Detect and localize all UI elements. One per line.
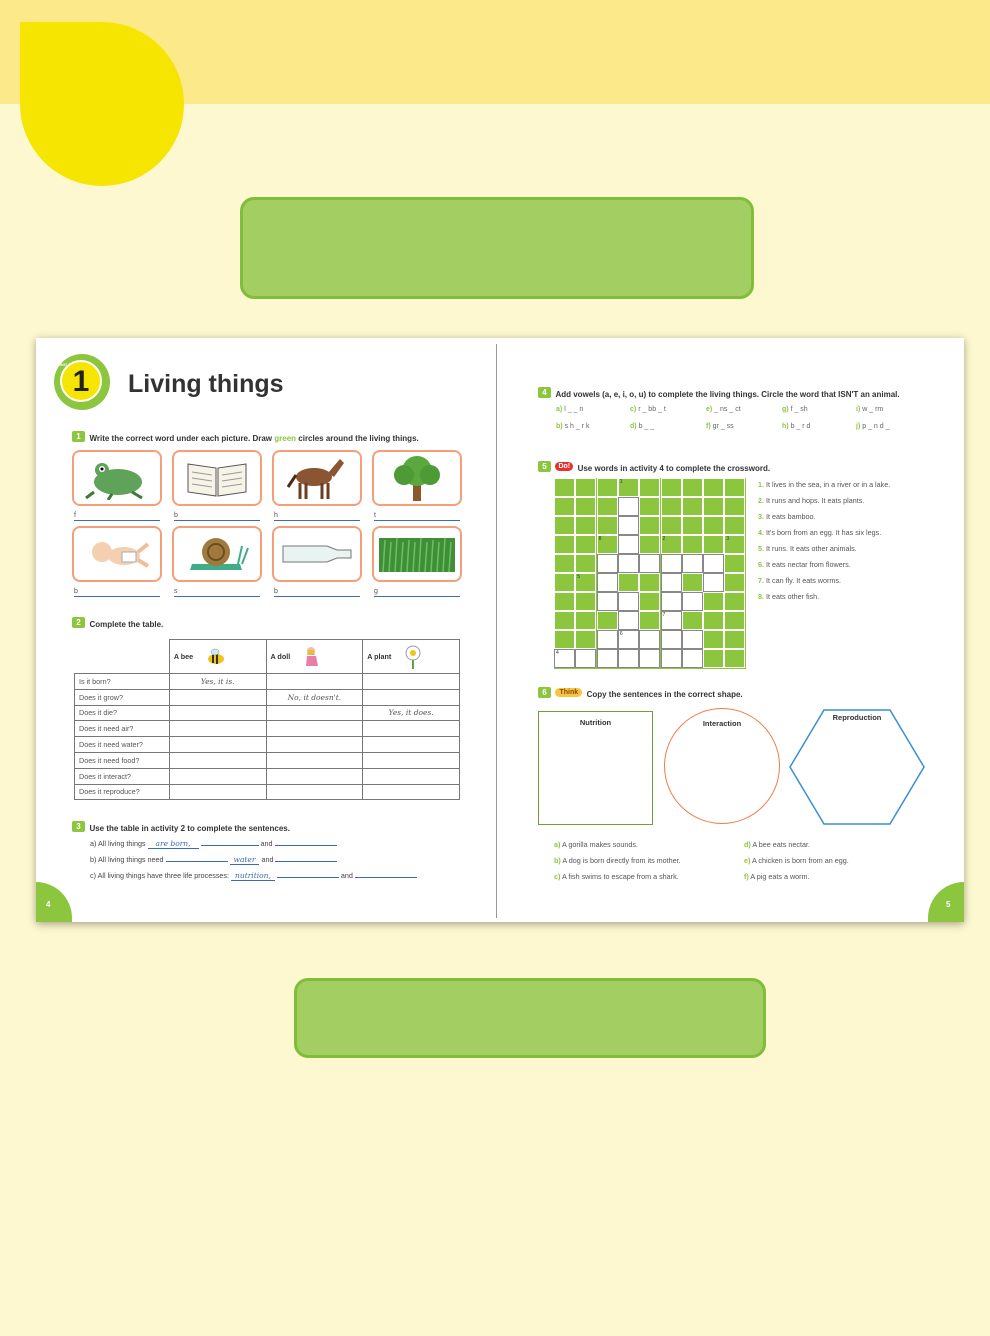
vowel-h-word: b _ r d xyxy=(790,423,811,430)
crossword-clue-number: 6 xyxy=(619,631,623,637)
crossword-square[interactable] xyxy=(597,649,618,668)
header-bee: A bee xyxy=(173,651,194,661)
activity3-instruction: Use the table in activity 2 to complete the sentences. xyxy=(89,824,290,833)
activity2-header xyxy=(72,614,163,632)
row6-doll[interactable] xyxy=(266,752,363,768)
statement-d-letter: d) xyxy=(744,840,751,849)
vowel-h[interactable] xyxy=(782,423,810,430)
activity5-number: 5 xyxy=(538,461,551,472)
crossword-block xyxy=(703,478,724,497)
crossword-block xyxy=(639,535,660,554)
activity1-instruction-green: green xyxy=(274,434,297,443)
vowel-j[interactable] xyxy=(856,423,889,430)
vowel-a-letter: a) xyxy=(556,406,563,413)
vowel-i-letter: i) xyxy=(856,406,861,413)
activity3-number: 3 xyxy=(72,821,85,832)
row-q-7: Does it interact? xyxy=(75,768,170,784)
sentence-c-answer[interactable]: nutrition, xyxy=(231,871,275,881)
crossword-block xyxy=(575,630,596,649)
crossword-square[interactable] xyxy=(618,592,639,611)
clue-7 xyxy=(758,576,841,585)
row7-plant[interactable] xyxy=(363,768,460,784)
crossword-block xyxy=(639,611,660,630)
row5-plant[interactable] xyxy=(363,737,460,753)
answer-line-4[interactable]: t xyxy=(374,511,460,521)
crossword-clue-number: 8 xyxy=(598,536,602,542)
crossword-block xyxy=(724,516,745,535)
clue-4 xyxy=(758,528,881,537)
crossword-square[interactable] xyxy=(618,649,639,668)
vowel-e-word: _ ns _ ct xyxy=(714,406,741,413)
crossword-block xyxy=(575,516,596,535)
clue-1-text: It lives in the sea, in a river or in a lake. xyxy=(766,480,891,489)
crossword-square[interactable] xyxy=(661,573,682,592)
activity4-number: 4 xyxy=(538,387,551,398)
crossword-block xyxy=(575,611,596,630)
page-number-right: 5 xyxy=(946,900,951,909)
crossword-block xyxy=(597,611,618,630)
snail-icon xyxy=(182,532,252,576)
vowel-b-word: s h _ r k xyxy=(564,423,590,430)
crossword-square[interactable] xyxy=(682,554,703,573)
crossword-block xyxy=(661,497,682,516)
row1-plant[interactable] xyxy=(363,674,460,690)
activity5-instruction: Use words in activity 4 to complete the crossword. xyxy=(577,464,771,473)
crossword-block xyxy=(554,611,575,630)
picture-baby xyxy=(72,526,162,582)
clue-3-num: 3. xyxy=(758,512,764,521)
sentence-a-blank-1[interactable] xyxy=(201,845,259,846)
row-q-4: Does it need air? xyxy=(75,721,170,737)
sentence-a xyxy=(90,839,337,848)
crossword-block xyxy=(682,573,703,592)
clue-3-text: It eats bamboo. xyxy=(766,512,816,521)
clue-6 xyxy=(758,560,851,569)
flower-icon xyxy=(403,645,423,669)
row3-bee[interactable] xyxy=(169,705,266,721)
vowel-f-letter: f) xyxy=(706,423,711,430)
horse-icon xyxy=(282,453,352,503)
header-plant: A plant xyxy=(367,651,392,661)
vowel-j-letter: j) xyxy=(856,423,861,430)
clue-5 xyxy=(758,544,857,553)
statement-e xyxy=(744,856,849,865)
interaction-circle[interactable] xyxy=(664,708,780,824)
vowel-b-letter: b) xyxy=(556,423,563,430)
crossword-square[interactable] xyxy=(682,592,703,611)
crossword-block xyxy=(703,535,724,554)
crossword-block xyxy=(554,478,575,497)
bee-icon xyxy=(205,647,227,667)
think-badge: Think xyxy=(555,688,582,697)
clue-7-num: 7. xyxy=(758,576,764,585)
answer-line-7[interactable]: b xyxy=(274,587,360,597)
page-number-left: 4 xyxy=(46,900,51,909)
row4-plant[interactable] xyxy=(363,721,460,737)
crossword-block xyxy=(554,497,575,516)
interaction-label: Interaction xyxy=(702,719,742,728)
living-things-table xyxy=(74,639,460,800)
crossword-square[interactable] xyxy=(661,592,682,611)
header-doll: A doll xyxy=(270,651,291,661)
baby-icon xyxy=(82,532,152,576)
crossword-square[interactable] xyxy=(661,554,682,573)
clue-4-text: It's born from an egg. It has six legs. xyxy=(766,528,882,537)
crossword-block xyxy=(554,516,575,535)
clue-2-text: It runs and hops. It eats plants. xyxy=(766,496,865,505)
activity1-header xyxy=(72,428,419,446)
clue-3 xyxy=(758,512,816,521)
crossword-clue-number: 7 xyxy=(662,612,666,618)
answer-line-1[interactable]: f xyxy=(74,511,160,521)
statement-e-text: A chicken is born from an egg. xyxy=(752,856,849,865)
vowel-i-word: w _ rm xyxy=(862,406,884,413)
vowel-d[interactable] xyxy=(630,423,654,430)
crossword-square[interactable] xyxy=(703,573,724,592)
workbook-spread xyxy=(36,338,964,922)
crossword-block xyxy=(639,497,660,516)
vowel-g-word: f _ sh xyxy=(790,406,808,413)
crossword-square[interactable] xyxy=(618,516,639,535)
answer-line-6[interactable]: s xyxy=(174,587,260,597)
vowel-g-letter: g) xyxy=(782,406,789,413)
crossword-block xyxy=(703,592,724,611)
vowel-d-word: b _ _ xyxy=(638,423,655,430)
vowel-c-word: r _ bb _ t xyxy=(638,406,666,413)
clue-8-num: 8. xyxy=(758,592,764,601)
crossword-block xyxy=(724,592,745,611)
crossword-block xyxy=(724,611,745,630)
row-q-8: Does it reproduce? xyxy=(75,784,170,800)
statement-c-letter: c) xyxy=(554,872,561,881)
row-q-3: Does it die? xyxy=(75,705,170,721)
crossword-block xyxy=(661,535,682,554)
crossword-block xyxy=(703,611,724,630)
vowel-a[interactable] xyxy=(556,406,583,413)
sentence-a-start: a) All living things xyxy=(90,839,146,848)
activity4-instruction: Add vowels (a, e, i, o, u) to complete the living things. Circle the word that ISN'T an animal. xyxy=(555,390,900,399)
sentence-c-blank-1[interactable] xyxy=(277,877,339,878)
vowel-f[interactable] xyxy=(706,423,734,430)
crossword-block xyxy=(703,497,724,516)
crossword-clue-number: 1 xyxy=(619,479,623,485)
row2-plant[interactable] xyxy=(363,689,460,705)
crossword-clue-number: 3 xyxy=(726,536,730,542)
crossword-block xyxy=(575,497,596,516)
vowel-g[interactable] xyxy=(782,406,808,413)
crossword-square[interactable] xyxy=(618,497,639,516)
crossword-square[interactable] xyxy=(618,630,639,649)
statement-a xyxy=(554,840,638,849)
activity2-instruction: Complete the table. xyxy=(89,620,164,629)
crossword-block xyxy=(618,478,639,497)
crossword-block xyxy=(724,497,745,516)
crossword-block xyxy=(575,573,596,592)
crossword-block xyxy=(703,630,724,649)
row-q-6: Does it need food? xyxy=(75,752,170,768)
vowel-e-letter: e) xyxy=(706,406,713,413)
crossword-square[interactable] xyxy=(597,630,618,649)
picture-horse xyxy=(272,450,362,506)
crossword-square[interactable] xyxy=(682,630,703,649)
activity6-number: 6 xyxy=(538,687,551,698)
row8-plant[interactable] xyxy=(363,784,460,800)
sentence-b-and: and xyxy=(261,855,274,864)
answer-line-2[interactable]: b xyxy=(174,511,260,521)
statement-c-text: A fish swims to escape from a shark. xyxy=(562,872,679,881)
vowel-c-letter: c) xyxy=(630,406,637,413)
row3-plant[interactable]: Yes, it does. xyxy=(363,705,460,721)
row8-doll[interactable] xyxy=(266,784,363,800)
answer-line-5[interactable]: b xyxy=(74,587,160,597)
statement-f-letter: f) xyxy=(744,872,749,881)
page-title: Living things xyxy=(128,370,284,398)
crossword-block xyxy=(639,516,660,535)
crossword-clue-number: 2 xyxy=(662,536,666,542)
clue-8-text: It eats other fish. xyxy=(766,592,820,601)
crossword-block xyxy=(682,478,703,497)
unit-number: 1 xyxy=(72,365,90,398)
grass-icon xyxy=(377,532,457,576)
crossword-square[interactable] xyxy=(618,535,639,554)
row-q-1: Is it born? xyxy=(75,674,170,690)
clue-1 xyxy=(758,480,890,489)
clue-7-text: It can fly. It eats worms. xyxy=(766,576,841,585)
crossword-square[interactable] xyxy=(639,649,660,668)
crossword-square[interactable] xyxy=(661,649,682,668)
crossword-square[interactable] xyxy=(661,630,682,649)
caption-box xyxy=(294,978,766,1058)
vowel-b[interactable] xyxy=(556,423,589,430)
crossword-square[interactable] xyxy=(618,611,639,630)
picture-snail xyxy=(172,526,262,582)
statement-f-text: A pig eats a worm. xyxy=(750,872,810,881)
activity6-header xyxy=(538,684,743,702)
crossword-block xyxy=(575,478,596,497)
sentence-a-answer[interactable]: are born, xyxy=(148,839,199,849)
statement-f xyxy=(744,872,810,881)
crossword-block xyxy=(724,630,745,649)
yellow-corner-shape xyxy=(20,22,184,186)
picture-tree xyxy=(372,450,462,506)
clue-4-num: 4. xyxy=(758,528,764,537)
vowel-c[interactable] xyxy=(630,406,666,413)
sentence-b-blank-2[interactable] xyxy=(275,861,337,862)
crossword-block xyxy=(661,516,682,535)
crossword-block xyxy=(724,573,745,592)
crossword-block xyxy=(682,535,703,554)
activity1-instruction-b: circles around the living things. xyxy=(296,434,419,443)
picture-frog xyxy=(72,450,162,506)
clue-2-num: 2. xyxy=(758,496,764,505)
crossword-block xyxy=(554,592,575,611)
book-icon xyxy=(182,456,252,500)
do-badge: Do! xyxy=(555,462,573,471)
vowel-i[interactable] xyxy=(856,406,883,413)
sentence-c xyxy=(90,871,417,880)
row6-plant[interactable] xyxy=(363,752,460,768)
crossword-block xyxy=(575,535,596,554)
row4-doll[interactable] xyxy=(266,721,363,737)
crossword-square[interactable] xyxy=(554,649,575,668)
clue-5-num: 5. xyxy=(758,544,764,553)
page-number-right-tab xyxy=(928,882,964,922)
sentence-c-start: c) All living things have three life processes: xyxy=(90,871,230,880)
crossword-block xyxy=(724,554,745,573)
sentence-b-blank-1[interactable] xyxy=(166,861,228,862)
crossword-square[interactable] xyxy=(661,611,682,630)
page-spine xyxy=(496,344,497,918)
clue-6-text: It eats nectar from flowers. xyxy=(766,560,851,569)
crossword-square[interactable] xyxy=(618,554,639,573)
crossword-block xyxy=(682,516,703,535)
row-q-5: Does it need water? xyxy=(75,737,170,753)
crossword-block xyxy=(597,516,618,535)
activity1-instruction-a: Write the correct word under each picture. Draw xyxy=(89,434,275,443)
crossword-block xyxy=(639,573,660,592)
crossword-square[interactable] xyxy=(639,554,660,573)
activity4-header xyxy=(538,384,900,402)
crossword-square[interactable] xyxy=(639,630,660,649)
statement-a-text: A gorilla makes sounds. xyxy=(562,840,638,849)
vowel-h-letter: h) xyxy=(782,423,789,430)
crossword-block xyxy=(703,516,724,535)
row1-bee[interactable]: Yes, it is. xyxy=(169,674,266,690)
crossword-block xyxy=(661,478,682,497)
crossword-block xyxy=(554,630,575,649)
clue-1-num: 1. xyxy=(758,480,764,489)
tree-icon xyxy=(382,453,452,503)
sentence-c-blank-2[interactable] xyxy=(355,877,417,878)
sentence-a-and: and xyxy=(260,839,273,848)
statement-e-letter: e) xyxy=(744,856,751,865)
sentence-b xyxy=(90,855,337,864)
vowel-d-letter: d) xyxy=(630,423,637,430)
activity5-header xyxy=(538,458,770,476)
crossword-block xyxy=(724,535,745,554)
crossword-grid xyxy=(554,478,746,669)
statement-b-text: A dog is born directly from its mother. xyxy=(562,856,681,865)
row1-doll[interactable] xyxy=(266,674,363,690)
row4-bee[interactable] xyxy=(169,721,266,737)
row2-doll[interactable]: No, it doesn't. xyxy=(266,689,363,705)
crossword-block xyxy=(724,478,745,497)
crossword-block xyxy=(575,554,596,573)
answer-line-8[interactable]: g xyxy=(374,587,460,597)
crossword-block xyxy=(618,573,639,592)
picture-book xyxy=(172,450,262,506)
sentence-a-blank-2[interactable] xyxy=(275,845,337,846)
activity6-instruction: Copy the sentences in the correct shape. xyxy=(586,690,743,699)
statement-c xyxy=(554,872,679,881)
crossword-block xyxy=(597,497,618,516)
crossword-block xyxy=(703,649,724,668)
statement-a-letter: a) xyxy=(554,840,561,849)
sentence-b-answer[interactable]: water xyxy=(230,855,260,865)
crossword-block xyxy=(639,592,660,611)
statement-d xyxy=(744,840,810,849)
row-q-2: Does it grow? xyxy=(75,689,170,705)
vowel-a-word: l _ _ n xyxy=(564,406,584,413)
crossword-clue-number: 5 xyxy=(577,574,581,580)
reproduction-hexagon[interactable] xyxy=(788,708,926,826)
row5-doll[interactable] xyxy=(266,737,363,753)
vowel-j-word: p _ n d _ xyxy=(862,423,890,430)
crossword-block xyxy=(597,535,618,554)
crossword-block xyxy=(682,497,703,516)
row7-doll[interactable] xyxy=(266,768,363,784)
row3-doll[interactable] xyxy=(266,705,363,721)
crossword-square[interactable] xyxy=(597,573,618,592)
row8-bee[interactable] xyxy=(169,784,266,800)
crossword-block xyxy=(597,478,618,497)
doll-icon xyxy=(302,646,324,668)
crossword-square[interactable] xyxy=(703,554,724,573)
vowel-f-word: gr _ ss xyxy=(712,423,734,430)
crossword-block xyxy=(575,592,596,611)
activity1-number: 1 xyxy=(72,431,85,442)
picture-bottle xyxy=(272,526,362,582)
crossword-square[interactable] xyxy=(575,649,596,668)
vowel-e[interactable] xyxy=(706,406,741,413)
crossword-block xyxy=(682,611,703,630)
unit-small-label: UNIT xyxy=(58,362,68,367)
sentence-b-start: b) All living things need xyxy=(90,855,164,864)
crossword-block xyxy=(554,535,575,554)
reproduction-label: Reproduction xyxy=(832,713,882,722)
crossword-square[interactable] xyxy=(597,592,618,611)
frog-icon xyxy=(82,456,152,500)
crossword-square[interactable] xyxy=(682,649,703,668)
title-box xyxy=(240,197,754,299)
unit-badge xyxy=(54,354,110,410)
clue-5-text: It runs. It eats other animals. xyxy=(766,544,857,553)
picture-grass xyxy=(372,526,462,582)
row6-bee[interactable] xyxy=(169,752,266,768)
answer-line-3[interactable]: h xyxy=(274,511,360,521)
row7-bee[interactable] xyxy=(169,768,266,784)
crossword-block xyxy=(724,649,745,668)
nutrition-square[interactable] xyxy=(538,711,653,825)
nutrition-label: Nutrition xyxy=(579,718,612,727)
crossword-clue-number: 4 xyxy=(556,650,559,656)
clue-2 xyxy=(758,496,864,505)
crossword-block xyxy=(639,478,660,497)
statement-b-letter: b) xyxy=(554,856,561,865)
clue-8 xyxy=(758,592,819,601)
activity3-header xyxy=(72,818,290,836)
statement-b xyxy=(554,856,681,865)
bottle-icon xyxy=(279,532,355,576)
clue-6-num: 6. xyxy=(758,560,764,569)
page-number-left-tab xyxy=(36,882,72,922)
sentence-c-and: and xyxy=(340,871,353,880)
crossword-block xyxy=(554,554,575,573)
crossword-square[interactable] xyxy=(597,554,618,573)
row2-bee[interactable] xyxy=(169,689,266,705)
row5-bee[interactable] xyxy=(169,737,266,753)
activity2-number: 2 xyxy=(72,617,85,628)
crossword-block xyxy=(554,573,575,592)
statement-d-text: A bee eats nectar. xyxy=(752,840,810,849)
